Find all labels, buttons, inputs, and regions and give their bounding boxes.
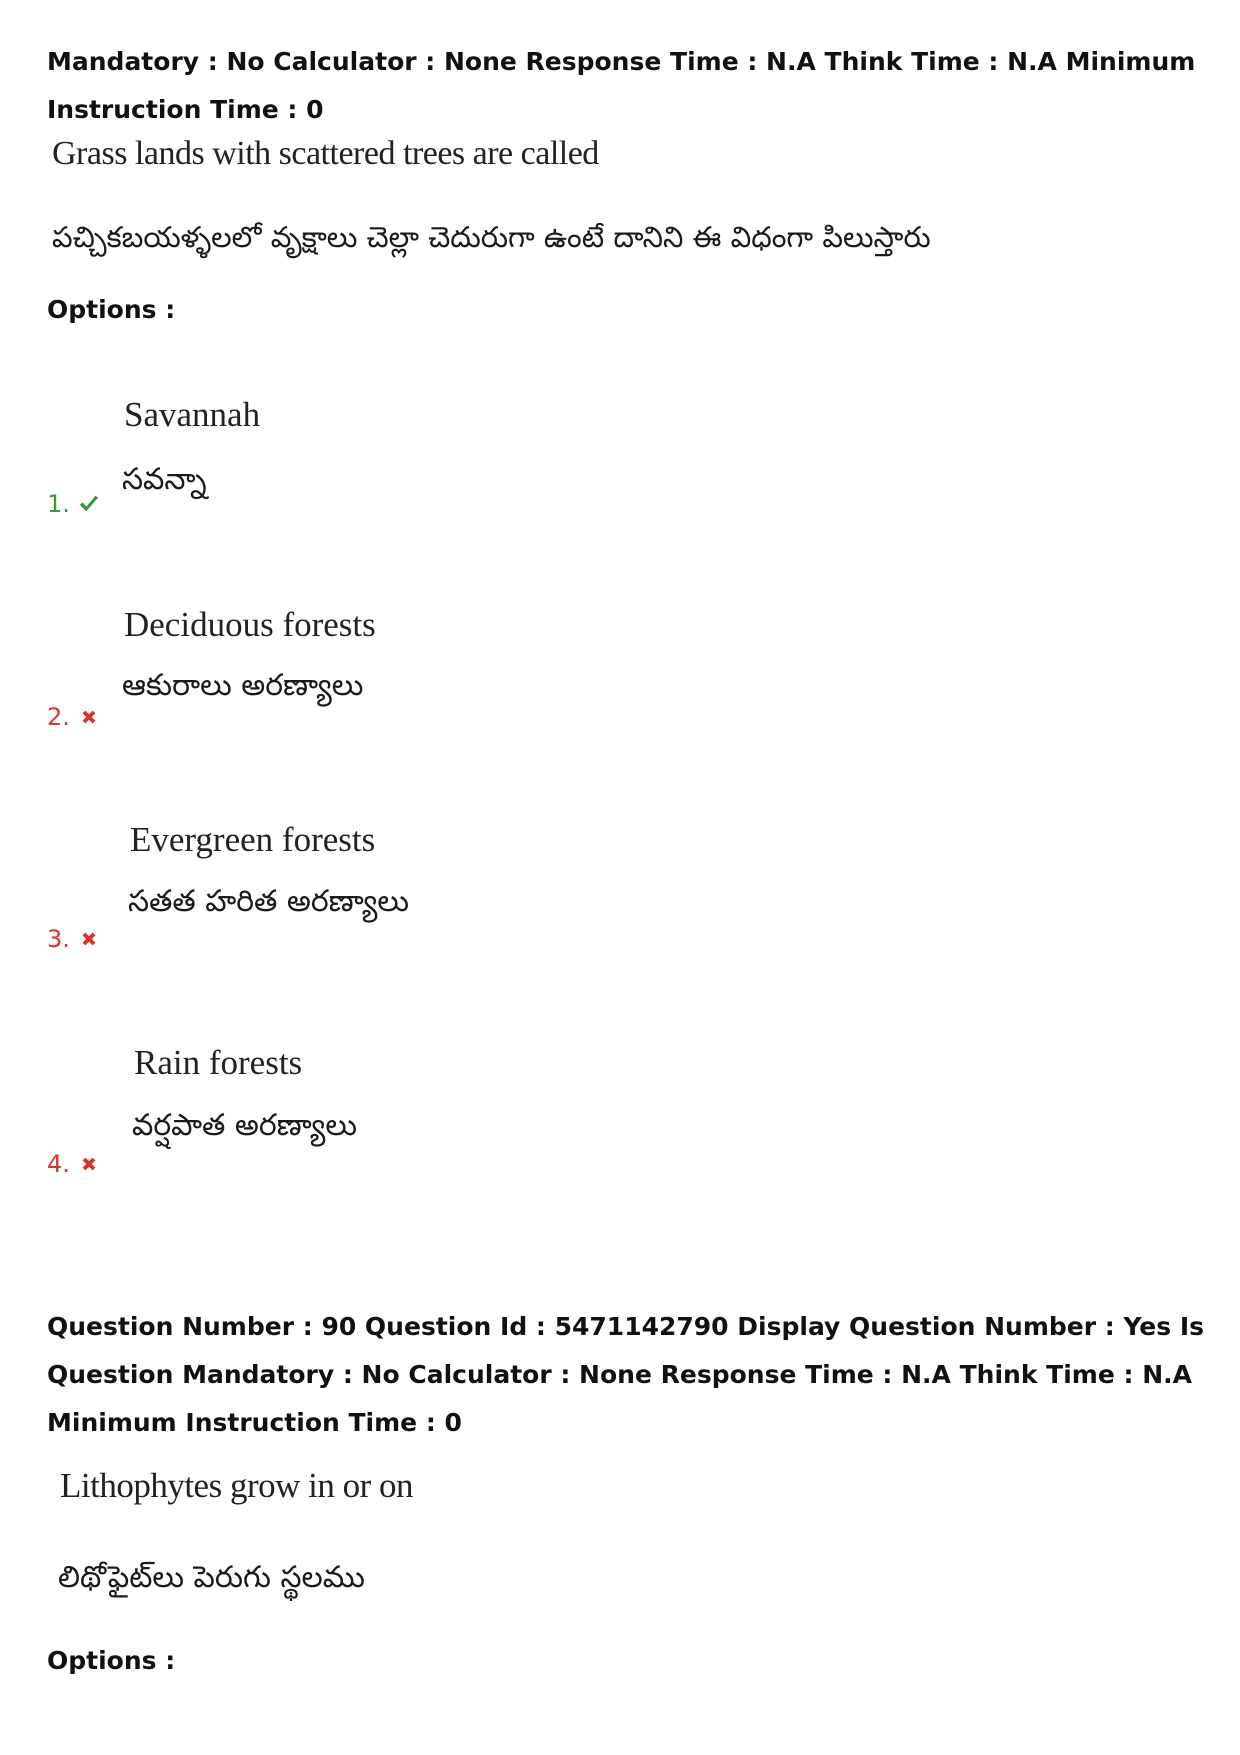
question-meta: Mandatory : No Calculator : None Response Time : N.A Think Time : N.A Minimum Instruction Time : 0 bbox=[47, 47, 1196, 124]
option-2-number bbox=[47, 703, 100, 731]
option-4-text-english: Rain forests bbox=[134, 1043, 303, 1082]
cross-icon bbox=[78, 928, 100, 950]
question-text-english: Grass lands with scattered trees are called bbox=[52, 135, 599, 172]
option-number-label: 2. bbox=[47, 703, 70, 731]
option-4-text-telugu: వర్షపాత అరణ్యాలు bbox=[132, 1108, 358, 1143]
option-number-label: 1. bbox=[47, 490, 70, 518]
options-label: Options : bbox=[47, 295, 176, 324]
option-1-number bbox=[47, 490, 100, 518]
question-text-english: Lithophytes grow in or on bbox=[60, 1466, 414, 1505]
options-label: Options : bbox=[47, 1646, 176, 1675]
question-meta: Question Number : 90 Question Id : 5471142790 Display Question Number : Yes Is Question Mandatory : No Calculator : None Response Time : N.A Think Time : N.A Minimum Instruction Time : 0 bbox=[47, 1312, 1205, 1437]
cross-icon bbox=[78, 1153, 100, 1175]
option-3-text-english: Evergreen forests bbox=[130, 820, 376, 859]
cross-icon bbox=[78, 706, 100, 728]
check-icon bbox=[78, 493, 100, 515]
option-3-number bbox=[47, 925, 100, 953]
question-text-telugu: లిథోఫైట్‌లు పెరుగు స్థలము bbox=[58, 1560, 365, 1595]
option-2-text-telugu: ఆకురాలు అరణ్యాలు bbox=[122, 668, 364, 703]
option-number-label: 3. bbox=[47, 925, 70, 953]
option-1-text-english: Savannah bbox=[124, 395, 261, 434]
option-3-text-telugu: సతత హరిత అరణ్యాలు bbox=[128, 884, 410, 919]
option-4-number bbox=[47, 1150, 100, 1178]
option-1-text-telugu: సవన్నా bbox=[122, 462, 207, 497]
question-text-telugu: పచ్చికబయళ్ళలలో వృక్షాలు చెల్లా చెదురుగా ఉంటే దానిని ఈ విధంగా పిలుస్తారు bbox=[52, 220, 931, 254]
option-number-label: 4. bbox=[47, 1150, 70, 1178]
option-2-text-english: Deciduous forests bbox=[124, 605, 376, 644]
